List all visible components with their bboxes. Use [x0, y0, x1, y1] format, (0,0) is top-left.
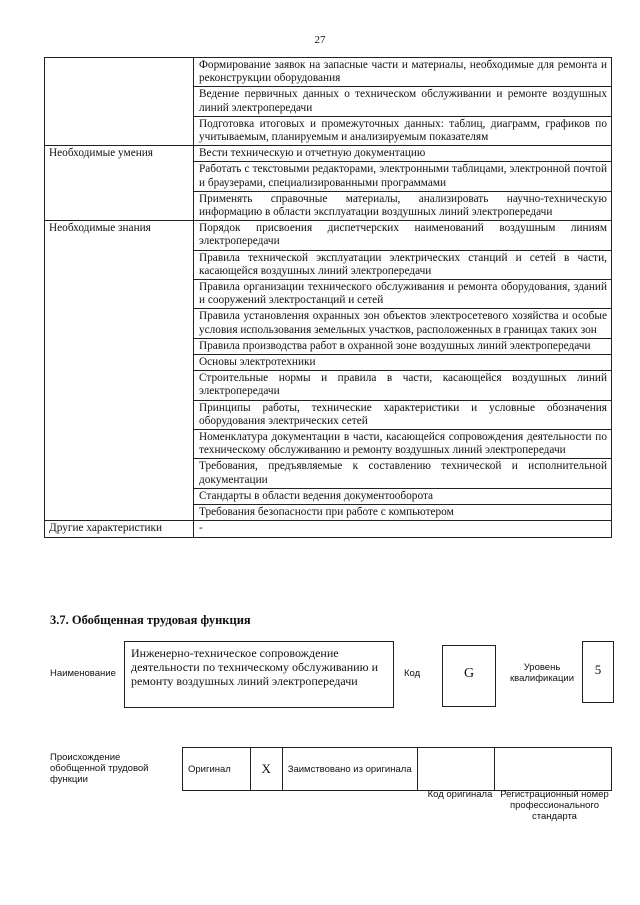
table-row	[45, 221, 612, 250]
row-label	[45, 58, 194, 146]
code-original-cell	[418, 748, 495, 791]
table-row	[45, 146, 612, 162]
requirements-table	[44, 57, 612, 538]
row-item: Правила производства работ в охранной зоне воздушных линий электропередачи	[194, 338, 612, 354]
row-item: Принципы работы, технические характеристики и условные обозначения оборудования электрических сетей	[194, 400, 612, 429]
level-value: 5	[594, 662, 602, 677]
row-item: Стандарты в области ведения документооборота	[194, 488, 612, 504]
row-item: Требования безопасности при работе с компьютером	[194, 505, 612, 521]
level-box	[582, 641, 614, 703]
row-item: Применять справочные материалы, анализировать научно-техническую информацию в области эксплуатации воздушных линий электропередачи	[194, 191, 612, 220]
row-item: Вести техническую и отчетную документацию	[194, 146, 612, 162]
code-value: G	[463, 666, 475, 681]
origin-table	[182, 747, 612, 791]
level-label: Уровень квалификации	[509, 662, 575, 684]
reg-number-label: Регистрационный номер профессионального стандарта	[500, 789, 609, 822]
name-label: Наименование	[50, 668, 116, 679]
row-item: Правила технической эксплуатации электрических станций и сетей в части, касающейся воздушных линий электропередачи	[194, 250, 612, 279]
code-label: Код	[404, 668, 421, 679]
name-box	[124, 641, 394, 708]
row-item: Правила организации технического обслуживания и ремонта оборудования, зданий и сооружений электростанций и сетей	[194, 280, 612, 309]
name-value: Инженерно-техническое сопровождение деятельности по техническому обслуживанию и ремонту воздушных линий электропередачи	[131, 646, 378, 688]
borrowed-label: Заимствовано из оригинала	[282, 748, 418, 791]
row-item: Работать с текстовыми редакторами, электронными таблицами, электронной почтой и браузерами, специализированными программами	[194, 162, 612, 191]
reg-number-cell	[495, 748, 612, 791]
original-mark: X	[250, 748, 282, 791]
row-item: Подготовка итоговых и промежуточных данных: таблиц, диаграмм, графиков по учитываемым, планируемым и анализируемым показателям	[194, 116, 612, 145]
code-box	[442, 645, 496, 707]
table-row	[45, 521, 612, 537]
row-item: Ведение первичных данных о техническом обслуживании и ремонте воздушных линий электропередачи	[194, 87, 612, 116]
row-item: Строительные нормы и правила в части, касающейся воздушных линий электропередачи	[194, 371, 612, 400]
page-number: 27	[314, 34, 326, 46]
table-row	[45, 58, 612, 87]
row-item: Формирование заявок на запасные части и материалы, необходимые для ремонта и реконструкции оборудования	[194, 58, 612, 87]
code-original-label: Код оригинала	[427, 789, 493, 800]
row-label: Другие характеристики	[45, 521, 194, 537]
section-title: 3.7. Обобщенная трудовая функция	[50, 613, 251, 627]
row-item: -	[194, 521, 612, 537]
row-item: Номенклатура документации в части, касающейся сопровождения деятельности по техническому обслуживанию и ремонту воздушных линий электропередачи	[194, 430, 612, 459]
row-label: Необходимые умения	[45, 146, 194, 221]
row-label: Необходимые знания	[45, 221, 194, 521]
row-item: Требования, предъявляемые к составлению технической и исполнительной документации	[194, 459, 612, 488]
row-item: Правила установления охранных зон объектов электросетевого хозяйства и особые условия использования земельных участков, расположенных в границах таких зон	[194, 309, 612, 338]
row-item: Основы электротехники	[194, 355, 612, 371]
original-label: Оригинал	[183, 748, 251, 791]
row-item: Порядок присвоения диспетчерских наименований воздушным линиям электропередачи	[194, 221, 612, 250]
origin-label: Происхождение обобщенной трудовой функции	[50, 752, 149, 785]
